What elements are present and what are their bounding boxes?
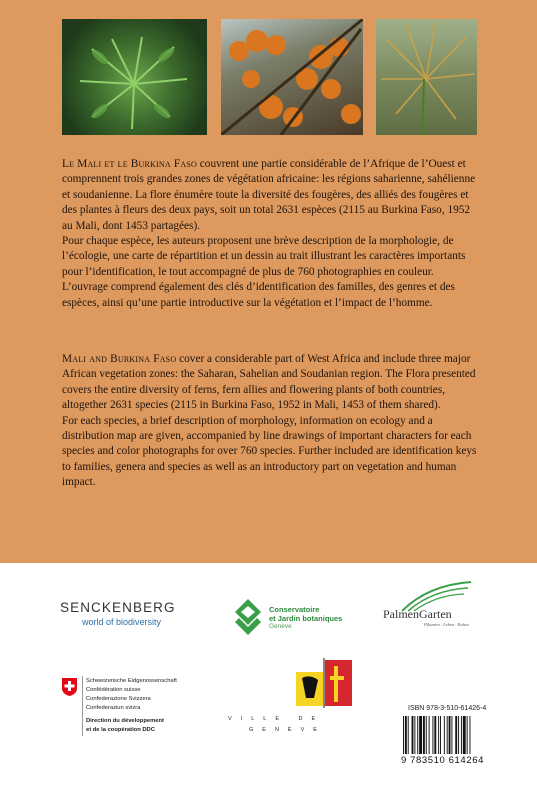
cjb-name-line3: Genève xyxy=(269,623,292,630)
ville-de-geneve-line1: VILLE DE xyxy=(228,716,325,722)
french-para1-body: couvrent une partie considérable de l’Afrique de l’Ouest et comprennent trois grandes zones de végétation africaine: les régions saharienne, sahélienne et soudanienne. La flore énumère toute la diversité des fougères, des alliés des fougères et des plantes à fleurs des deux pays, soit un total 2631 espèces (2115 au Burkina Faso, 1952 au Mali, dont 1453 partagées). xyxy=(62,158,476,232)
english-paragraph-2: For each species, a brief description of morphology, information on ecology and a distribution map are given, accompanied by line drawings of important characters for each species and color photographs for over 760 species. Further included are identification keys to families, genera and species as well as an introductory part on vegetation and human impact. xyxy=(62,414,477,489)
french-lead: Le Mali et le Burkina Faso xyxy=(62,158,197,170)
swiss-line-2: Confédération suisse xyxy=(86,687,141,693)
french-paragraph-2: Pour chaque espèce, les auteurs proposent une brève description de la morphologie, de l’écologie, une carte de répartition et un dessin au trait illustrant les caractères importants pour l’identification, le tout accompagné de plus de 760 photographies en couleur. L’ouvrage comprend également des clés d’identification des familles, des genres et des espèces, ainsi qu’une partie introductive sur la végétation et l’impact de l’homme. xyxy=(62,235,466,309)
barcode-bar xyxy=(429,716,430,754)
barcode-bar xyxy=(414,716,415,754)
french-description xyxy=(62,157,480,311)
barcode-bar xyxy=(423,716,425,754)
sedge-flower-photo xyxy=(376,19,477,135)
barcode-digits: 9 783510 614264 xyxy=(401,755,484,766)
senckenberg-logo-name: SENCKENBERG xyxy=(60,600,176,615)
swiss-line-3: Confederazione Svizzera xyxy=(86,696,151,702)
barcode-bar xyxy=(408,716,409,754)
barcode-bar xyxy=(463,716,466,754)
swiss-line-1: Schweizerische Eidgenossenschaft xyxy=(86,678,177,684)
palmengarten-logo-tagline: Pflanzen · Leben · Kultur xyxy=(424,622,470,627)
swiss-dept-line-2: et de la coopération DDC xyxy=(86,727,155,733)
swiss-dept-line-1: Direction du développement xyxy=(86,718,164,724)
english-para1-body: cover a considerable part of West Africa and include three major African vegetation zones: the Saharan, Sahelian and Soudanian region. The Flora presented covers the entire diversity of ferns, fern allies and flowering plants of both countries, altogether 2631 species (2115 in Burkina Faso, 1952 in Mali, 1453 of them shared). xyxy=(62,353,476,412)
barcode-bar xyxy=(434,716,436,754)
barcode-bar xyxy=(461,716,462,754)
barcode-bar xyxy=(449,716,451,754)
senckenberg-logo-tagline: world of biodiversity xyxy=(82,617,162,627)
cjb-name-line1: Conservatoire xyxy=(269,605,320,614)
barcode-bar xyxy=(470,716,471,754)
barcode-bar xyxy=(444,716,445,754)
swiss-logo-divider xyxy=(82,676,83,736)
barcode-bar xyxy=(417,716,418,754)
palm-fruit-photo xyxy=(221,19,363,135)
barcode-bar xyxy=(438,716,439,754)
geneva-coat-of-arms-icon xyxy=(288,658,360,708)
english-lead: Mali and Burkina Faso xyxy=(62,353,177,365)
barcode-bar xyxy=(419,716,422,754)
isbn-barcode xyxy=(402,716,498,756)
english-paragraph-1 xyxy=(62,352,480,414)
isbn-label: ISBN 978-3-510-61426-4 xyxy=(408,705,487,712)
cjb-name-line2: et Jardin botaniques xyxy=(269,614,343,623)
french-paragraph-1 xyxy=(62,157,480,234)
palmengarten-logo-name: PalmenGarten xyxy=(383,607,452,621)
barcode-bar xyxy=(426,716,427,754)
swiss-line-4: Confederaziun svizra xyxy=(86,705,141,711)
barcode-bar xyxy=(432,716,433,754)
barcode-bar xyxy=(403,716,404,754)
barcode-bar xyxy=(447,716,448,754)
barcode-bar xyxy=(405,716,407,754)
english-description xyxy=(62,352,480,491)
swiss-cross-shield-icon xyxy=(61,677,78,697)
barcode-bar xyxy=(440,716,441,754)
cjb-diamond-icon xyxy=(233,598,263,638)
barcode-bar xyxy=(455,716,457,754)
barcode-bar xyxy=(451,716,452,754)
barcode-bar xyxy=(458,716,459,754)
ville-de-geneve-line2: GENÈVE xyxy=(249,727,326,733)
barcode-bar xyxy=(467,716,468,754)
fern-photo xyxy=(62,19,207,135)
barcode-bar xyxy=(412,716,414,754)
